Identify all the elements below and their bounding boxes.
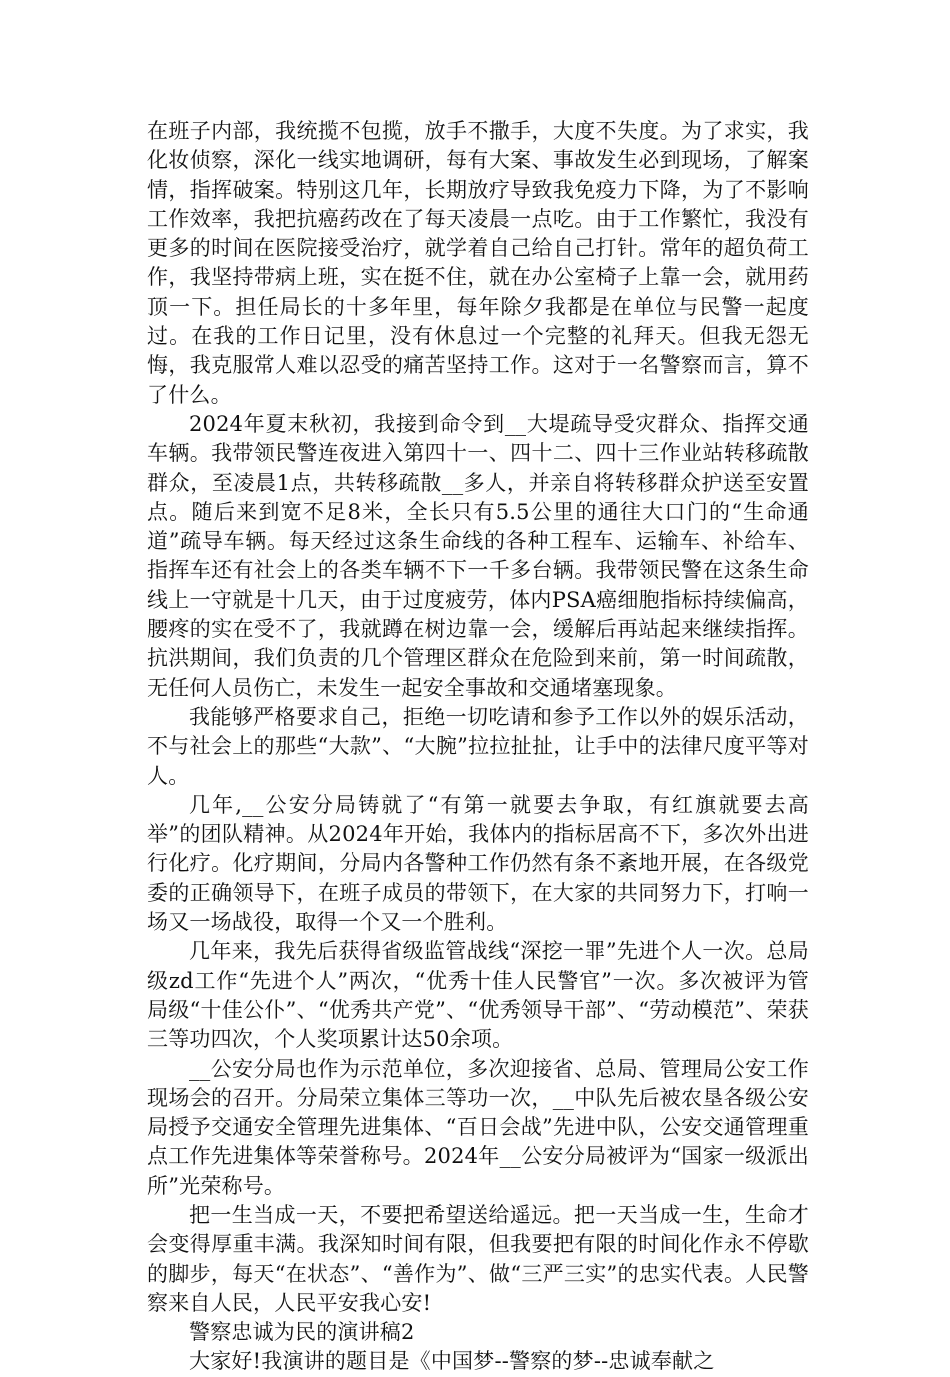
body-paragraph-6: __公安分局也作为示范单位，多次迎接省、总局、管理局公安工作现场会的召开。分局荣立集体三等功一次，__中队先后被农垦各级公安局授予交通安全管理先进集体、“百日会战”先进中队，公安交通管理重点工作先进集体等荣誉称号。2024年__公安分局被评为“国家一级派出所”光荣称号。: [147, 1056, 809, 1198]
body-paragraph-2: 2024年夏末秋初，我接到命令到__大堤疏导受灾群众、指挥交通车辆。我带领民警连夜进入第四十一、四十二、四十三作业站转移疏散群众，至凌晨1点，共转移疏散__多人，并亲自将转移群众护送至安置点。随后来到宽不足8米，全长只有5.5公里的通往大口门的“生命通道”疏导车辆。每天经过这条生命线的各种工程车、运输车、补给车、指挥车还有社会上的各类车辆不下一千多台辆。我带领民警在这条生命线上一守就是十几天，由于过度疲劳，体内PSA癌细胞指标持续偏高，腰疼的实在受不了，我就蹲在树边靠一会，缓解后再站起来继续指挥。抗洪期间，我们负责的几个管理区群众在危险到来前，第一时间疏散，无任何人员伤亡，未发生一起安全事故和交通堵塞现象。: [147, 411, 809, 700]
body-paragraph-7: 把一生当成一天，不要把希望送给遥远。把一天当成一生，生命才会变得厚重丰满。我深知时间有限，但我要把有限的时间化作永不停歇的脚步，每天“在状态”、“善作为”、做“三严三实”的忠实代表。人民警察来自人民，人民平安我心安!: [147, 1202, 809, 1315]
body-paragraph-3: 我能够严格要求自己，拒绝一切吃请和参予工作以外的娱乐活动，不与社会上的那些“大款”、“大腕”拉拉扯扯，让手中的法律尺度平等对人。: [147, 704, 809, 788]
body-paragraph-1: 在班子内部，我统揽不包揽，放手不撒手，大度不失度。为了求实，我化妆侦察，深化一线实地调研，每有大案、事故发生必到现场，了解案情，指挥破案。特别这几年，长期放疗导致我免疫力下降，为了不影响工作效率，我把抗癌药改在了每天凌晨一点吃。由于工作繁忙，我没有更多的时间在医院接受治疗，就学着自己给自己打针。常年的超负荷工作，我坚持带病上班，实在挺不住，就在办公室椅子上靠一会，就用药顶一下。担任局长的十多年里，每年除夕我都是在单位与民警一起度过。在我的工作日记里，没有休息过一个完整的礼拜天。但我无怨无悔，我克服常人难以忍受的痛苦坚持工作。这对于一名警察而言，算不了什么。: [147, 119, 809, 407]
document-page: [147, 117, 809, 1377]
section-title: 警察忠诚为民的演讲稿2: [189, 1320, 415, 1345]
body-paragraph-4: 几年,__公安分局铸就了“有第一就要去争取，有红旗就要去高举”的团队精神。从2024年开始，我体内的指标居高不下，多次外出进行化疗。化疗期间，分局内各警种工作仍然有条不紊地开展，在各级党委的正确领导下，在班子成员的带领下，在大家的共同努力下，打响一场又一场战役，取得一个又一个胜利。: [147, 792, 809, 935]
body-paragraph-5: 几年来，我先后获得省级监管战线“深挖一罪”先进个人一次。总局级zd工作“先进个人”两次，“优秀十佳人民警官”一次。多次被评为管局级“十佳公仆”、“优秀共产党”、“优秀领导干部”、“劳动模范”、荣获三等功四次，个人奖项累计达50余项。: [147, 939, 809, 1052]
closing-line: 大家好!我演讲的题目是《中国梦--警察的梦--忠诚奉献之: [189, 1349, 715, 1374]
